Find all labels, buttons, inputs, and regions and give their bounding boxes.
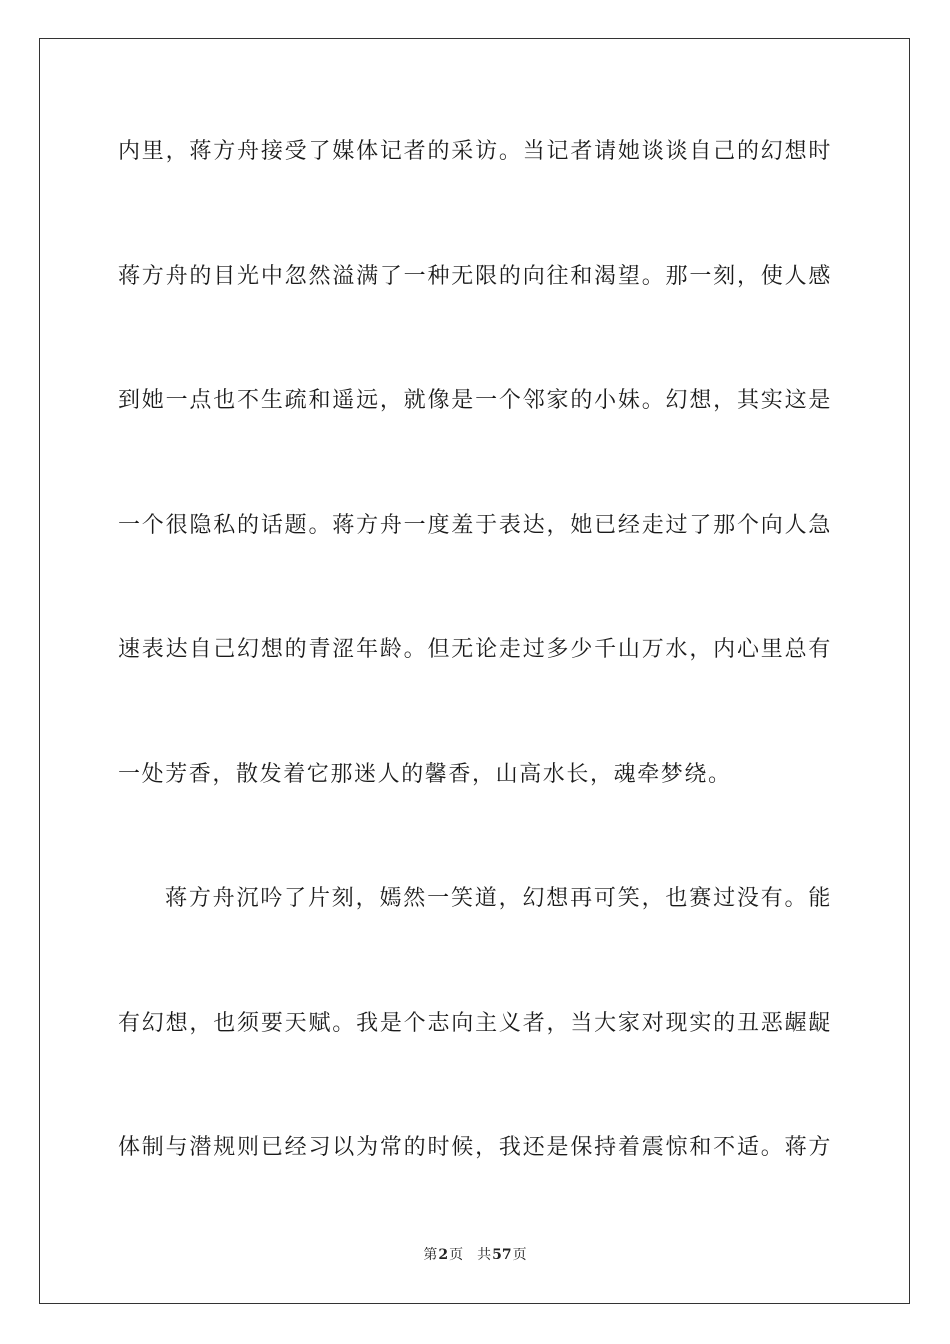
text-line-9: 体制与潜规则已经习以为常的时候，我还是保持着震惊和不适。蒋方 xyxy=(118,1135,832,1160)
text-line-2: 蒋方舟的目光中忽然溢满了一种无限的向往和渴望。那一刻，使人感 xyxy=(118,264,832,289)
text-line-7-paragraph-start: 蒋方舟沉吟了片刻，嫣然一笑道，幻想再可笑，也赛过没有。能 xyxy=(165,886,832,911)
page-footer xyxy=(0,1246,950,1264)
page-border xyxy=(39,38,910,1304)
text-line-6: 一处芳香，散发着它那迷人的馨香，山高水长，魂牵梦绕。 xyxy=(118,762,732,787)
footer-page-suffix: 页 xyxy=(449,1247,464,1263)
footer-page-prefix: 第 xyxy=(423,1247,438,1263)
text-line-5: 速表达自己幻想的青涩年龄。但无论走过多少千山万水，内心里总有 xyxy=(118,637,832,662)
footer-total-suffix: 页 xyxy=(512,1247,527,1263)
text-line-1: 内里，蒋方舟接受了媒体记者的采访。当记者请她谈谈自己的幻想时 xyxy=(118,139,832,164)
footer-total-prefix: 共 xyxy=(477,1247,492,1263)
footer-page-number: 2 xyxy=(438,1247,449,1263)
footer-total-pages: 57 xyxy=(492,1247,512,1263)
text-line-3: 到她一点也不生疏和遥远，就像是一个邻家的小妹。幻想，其实这是 xyxy=(118,388,832,413)
text-line-8: 有幻想，也须要天赋。我是个志向主义者，当大家对现实的丑恶龌龊 xyxy=(118,1011,832,1036)
text-line-4: 一个很隐私的话题。蒋方舟一度羞于表达，她已经走过了那个向人急 xyxy=(118,513,832,538)
